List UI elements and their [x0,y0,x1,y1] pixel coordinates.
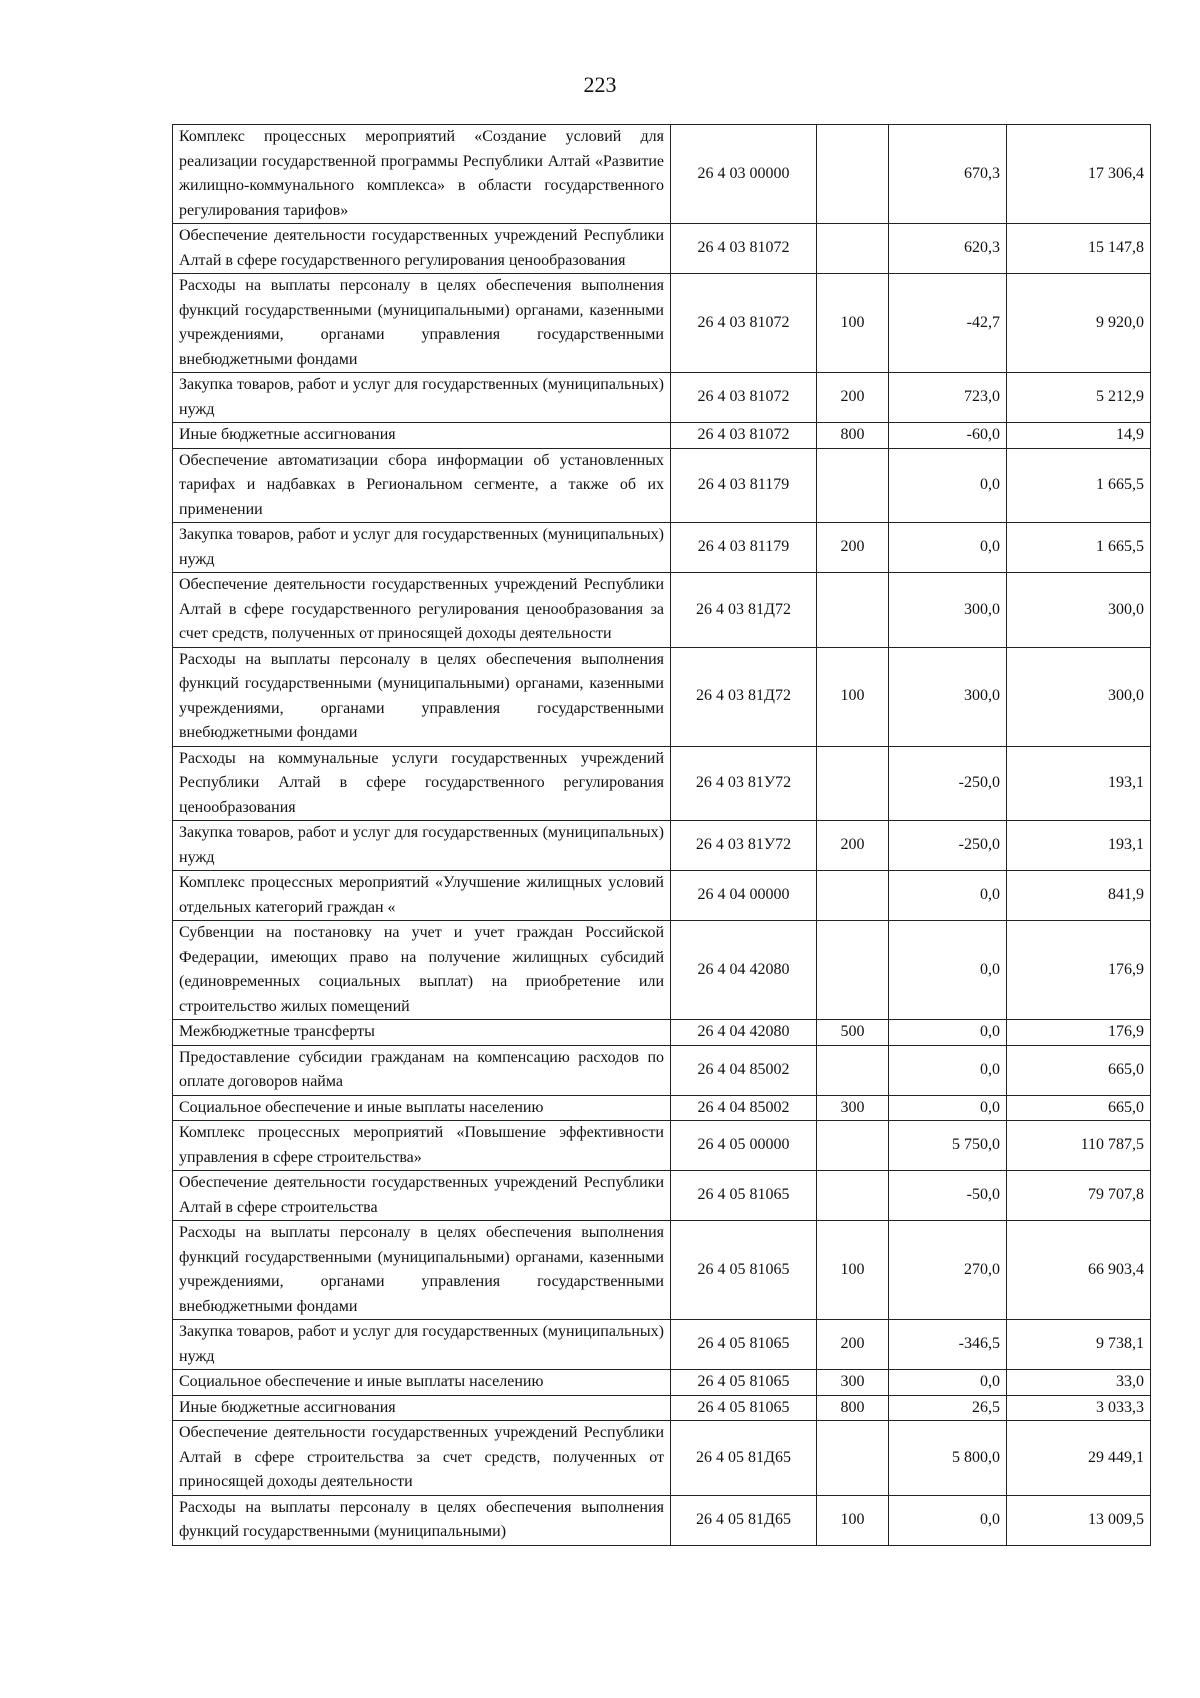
row-expense-type-cell [817,1121,889,1171]
table-row [173,125,1151,224]
table-row [173,1395,1151,1421]
row-change-cell: 0,0 [889,1095,1007,1121]
row-expense-type-cell: 200 [817,523,889,573]
row-total-cell: 3 033,3 [1007,1395,1151,1421]
row-total-cell: 9 738,1 [1007,1320,1151,1370]
row-code-cell: 26 4 03 81179 [671,448,817,523]
row-expense-type-cell [817,448,889,523]
row-code-cell: 26 4 03 00000 [671,125,817,224]
row-code-cell: 26 4 05 81065 [671,1370,817,1396]
row-change-cell: 5 750,0 [889,1121,1007,1171]
row-name-cell: Расходы на выплаты персоналу в целях обеспечения выполнения функций государственными (муниципальными) органами, казенными учреждениями, органами управления государственными внебюджетными фондами [173,1221,671,1320]
row-change-cell: 26,5 [889,1395,1007,1421]
table-row [173,1370,1151,1396]
row-name-cell: Закупка товаров, работ и услуг для государственных (муниципальных) нужд [173,373,671,423]
row-change-cell: 5 800,0 [889,1421,1007,1496]
row-name-cell: Обеспечение деятельности государственных учреждений Республики Алтай в сфере строительства [173,1171,671,1221]
row-expense-type-cell [817,871,889,921]
row-name-cell: Закупка товаров, работ и услуг для государственных (муниципальных) нужд [173,523,671,573]
row-total-cell: 33,0 [1007,1370,1151,1396]
row-total-cell: 79 707,8 [1007,1171,1151,1221]
row-expense-type-cell: 200 [817,821,889,871]
row-code-cell: 26 4 03 81Д72 [671,573,817,648]
table-row [173,274,1151,373]
row-code-cell: 26 4 04 85002 [671,1095,817,1121]
row-expense-type-cell [817,1421,889,1496]
row-name-cell: Межбюджетные трансферты [173,1020,671,1046]
row-expense-type-cell: 800 [817,423,889,449]
row-name-cell: Комплекс процессных мероприятий «Улучшение жилищных условий отдельных категорий граждан « [173,871,671,921]
row-name-cell: Расходы на выплаты персоналу в целях обеспечения выполнения функций государственными (муниципальными) [173,1495,671,1545]
row-total-cell: 29 449,1 [1007,1421,1151,1496]
row-total-cell: 176,9 [1007,1020,1151,1046]
row-code-cell: 26 4 05 81065 [671,1320,817,1370]
row-code-cell: 26 4 04 00000 [671,871,817,921]
table-row [173,423,1151,449]
row-code-cell: 26 4 05 81Д65 [671,1495,817,1545]
row-name-cell: Субвенции на постановку на учет и учет граждан Российской Федерации, имеющих право на получение жилищных субсидий (единовременных социальных выплат) на приобретение или строительство жилых помещений [173,921,671,1020]
row-code-cell: 26 4 03 81Д72 [671,647,817,746]
row-expense-type-cell [817,573,889,648]
row-name-cell: Обеспечение автоматизации сбора информации об установленных тарифах и надбавках в Региональном сегменте, а также об их применении [173,448,671,523]
row-total-cell: 665,0 [1007,1095,1151,1121]
row-total-cell: 300,0 [1007,573,1151,648]
table-row [173,1045,1151,1095]
row-name-cell: Предоставление субсидии гражданам на компенсацию расходов по оплате договоров найма [173,1045,671,1095]
row-expense-type-cell: 500 [817,1020,889,1046]
row-code-cell: 26 4 03 81У72 [671,821,817,871]
table-row [173,1495,1151,1545]
row-change-cell: -250,0 [889,746,1007,821]
row-name-cell: Иные бюджетные ассигнования [173,1395,671,1421]
table-row [173,1171,1151,1221]
table-row [173,1020,1151,1046]
table-row [173,523,1151,573]
row-expense-type-cell [817,1045,889,1095]
row-change-cell: 0,0 [889,523,1007,573]
table-row [173,448,1151,523]
row-total-cell: 193,1 [1007,821,1151,871]
row-expense-type-cell [817,921,889,1020]
row-name-cell: Комплекс процессных мероприятий «Создание условий для реализации государственной программы Республики Алтай «Развитие жилищно-коммунального комплекса» в области государственного регулирования тарифов» [173,125,671,224]
row-code-cell: 26 4 05 81065 [671,1171,817,1221]
row-expense-type-cell [817,746,889,821]
row-name-cell: Социальное обеспечение и иные выплаты населению [173,1370,671,1396]
row-change-cell: -250,0 [889,821,1007,871]
row-code-cell: 26 4 05 81Д65 [671,1421,817,1496]
table-row [173,1121,1151,1171]
row-change-cell: 0,0 [889,1495,1007,1545]
table-row [173,871,1151,921]
row-change-cell: 620,3 [889,224,1007,274]
row-change-cell: -42,7 [889,274,1007,373]
table-row [173,1320,1151,1370]
row-expense-type-cell: 200 [817,1320,889,1370]
row-expense-type-cell [817,125,889,224]
page-number: 223 [583,72,617,97]
row-total-cell: 841,9 [1007,871,1151,921]
row-total-cell: 110 787,5 [1007,1121,1151,1171]
row-code-cell: 26 4 03 81У72 [671,746,817,821]
row-change-cell: 0,0 [889,448,1007,523]
row-name-cell: Комплекс процессных мероприятий «Повышение эффективности управления в сфере строительства» [173,1121,671,1171]
row-change-cell: 0,0 [889,871,1007,921]
row-name-cell: Социальное обеспечение и иные выплаты населению [173,1095,671,1121]
budget-table [172,124,1151,1546]
row-code-cell: 26 4 04 42080 [671,921,817,1020]
row-change-cell: 300,0 [889,647,1007,746]
row-expense-type-cell: 100 [817,1221,889,1320]
row-expense-type-cell [817,224,889,274]
row-code-cell: 26 4 05 00000 [671,1121,817,1171]
row-code-cell: 26 4 03 81072 [671,224,817,274]
row-total-cell: 300,0 [1007,647,1151,746]
row-name-cell: Обеспечение деятельности государственных учреждений Республики Алтай в сфере государственного регулирования ценообразования [173,224,671,274]
row-total-cell: 176,9 [1007,921,1151,1020]
row-total-cell: 1 665,5 [1007,448,1151,523]
row-expense-type-cell: 800 [817,1395,889,1421]
row-change-cell: 670,3 [889,125,1007,224]
row-name-cell: Расходы на выплаты персоналу в целях обеспечения выполнения функций государственными (муниципальными) органами, казенными учреждениями, органами управления государственными внебюджетными фондами [173,274,671,373]
row-change-cell: -60,0 [889,423,1007,449]
table-row [173,821,1151,871]
row-change-cell: 300,0 [889,573,1007,648]
row-code-cell: 26 4 03 81179 [671,523,817,573]
row-total-cell: 665,0 [1007,1045,1151,1095]
row-total-cell: 14,9 [1007,423,1151,449]
row-total-cell: 193,1 [1007,746,1151,821]
row-code-cell: 26 4 04 85002 [671,1045,817,1095]
row-change-cell: 0,0 [889,1370,1007,1396]
row-expense-type-cell: 200 [817,373,889,423]
row-code-cell: 26 4 03 81072 [671,274,817,373]
row-total-cell: 9 920,0 [1007,274,1151,373]
row-name-cell: Обеспечение деятельности государственных учреждений Республики Алтай в сфере государственного регулирования ценообразования за счет средств, полученных от приносящей доходы деятельности [173,573,671,648]
row-total-cell: 66 903,4 [1007,1221,1151,1320]
row-code-cell: 26 4 03 81072 [671,373,817,423]
row-expense-type-cell: 100 [817,1495,889,1545]
table-row [173,746,1151,821]
row-expense-type-cell: 100 [817,274,889,373]
row-code-cell: 26 4 05 81065 [671,1395,817,1421]
row-code-cell: 26 4 04 42080 [671,1020,817,1046]
row-name-cell: Расходы на коммунальные услуги государственных учреждений Республики Алтай в сфере государственного регулирования ценообразования [173,746,671,821]
table-row [173,224,1151,274]
row-expense-type-cell: 300 [817,1370,889,1396]
row-expense-type-cell: 300 [817,1095,889,1121]
row-change-cell: -50,0 [889,1171,1007,1221]
row-name-cell: Закупка товаров, работ и услуг для государственных (муниципальных) нужд [173,821,671,871]
row-change-cell: 723,0 [889,373,1007,423]
table-row [173,1421,1151,1496]
table-row [173,373,1151,423]
row-expense-type-cell: 100 [817,647,889,746]
table-row [173,573,1151,648]
row-name-cell: Расходы на выплаты персоналу в целях обеспечения выполнения функций государственными (муниципальными) органами, казенными учреждениями, органами управления государственными внебюджетными фондами [173,647,671,746]
row-total-cell: 17 306,4 [1007,125,1151,224]
table-row [173,1221,1151,1320]
table-row [173,921,1151,1020]
row-expense-type-cell [817,1171,889,1221]
budget-table-body [173,125,1151,1546]
table-row [173,1095,1151,1121]
row-total-cell: 15 147,8 [1007,224,1151,274]
row-name-cell: Закупка товаров, работ и услуг для государственных (муниципальных) нужд [173,1320,671,1370]
row-change-cell: 0,0 [889,1020,1007,1046]
row-name-cell: Иные бюджетные ассигнования [173,423,671,449]
row-change-cell: 270,0 [889,1221,1007,1320]
row-code-cell: 26 4 03 81072 [671,423,817,449]
row-total-cell: 13 009,5 [1007,1495,1151,1545]
row-name-cell: Обеспечение деятельности государственных учреждений Республики Алтай в сфере строительства за счет средств, полученных от приносящей доходы деятельности [173,1421,671,1496]
row-change-cell: -346,5 [889,1320,1007,1370]
row-total-cell: 5 212,9 [1007,373,1151,423]
table-row [173,647,1151,746]
row-total-cell: 1 665,5 [1007,523,1151,573]
row-code-cell: 26 4 05 81065 [671,1221,817,1320]
row-change-cell: 0,0 [889,921,1007,1020]
row-change-cell: 0,0 [889,1045,1007,1095]
